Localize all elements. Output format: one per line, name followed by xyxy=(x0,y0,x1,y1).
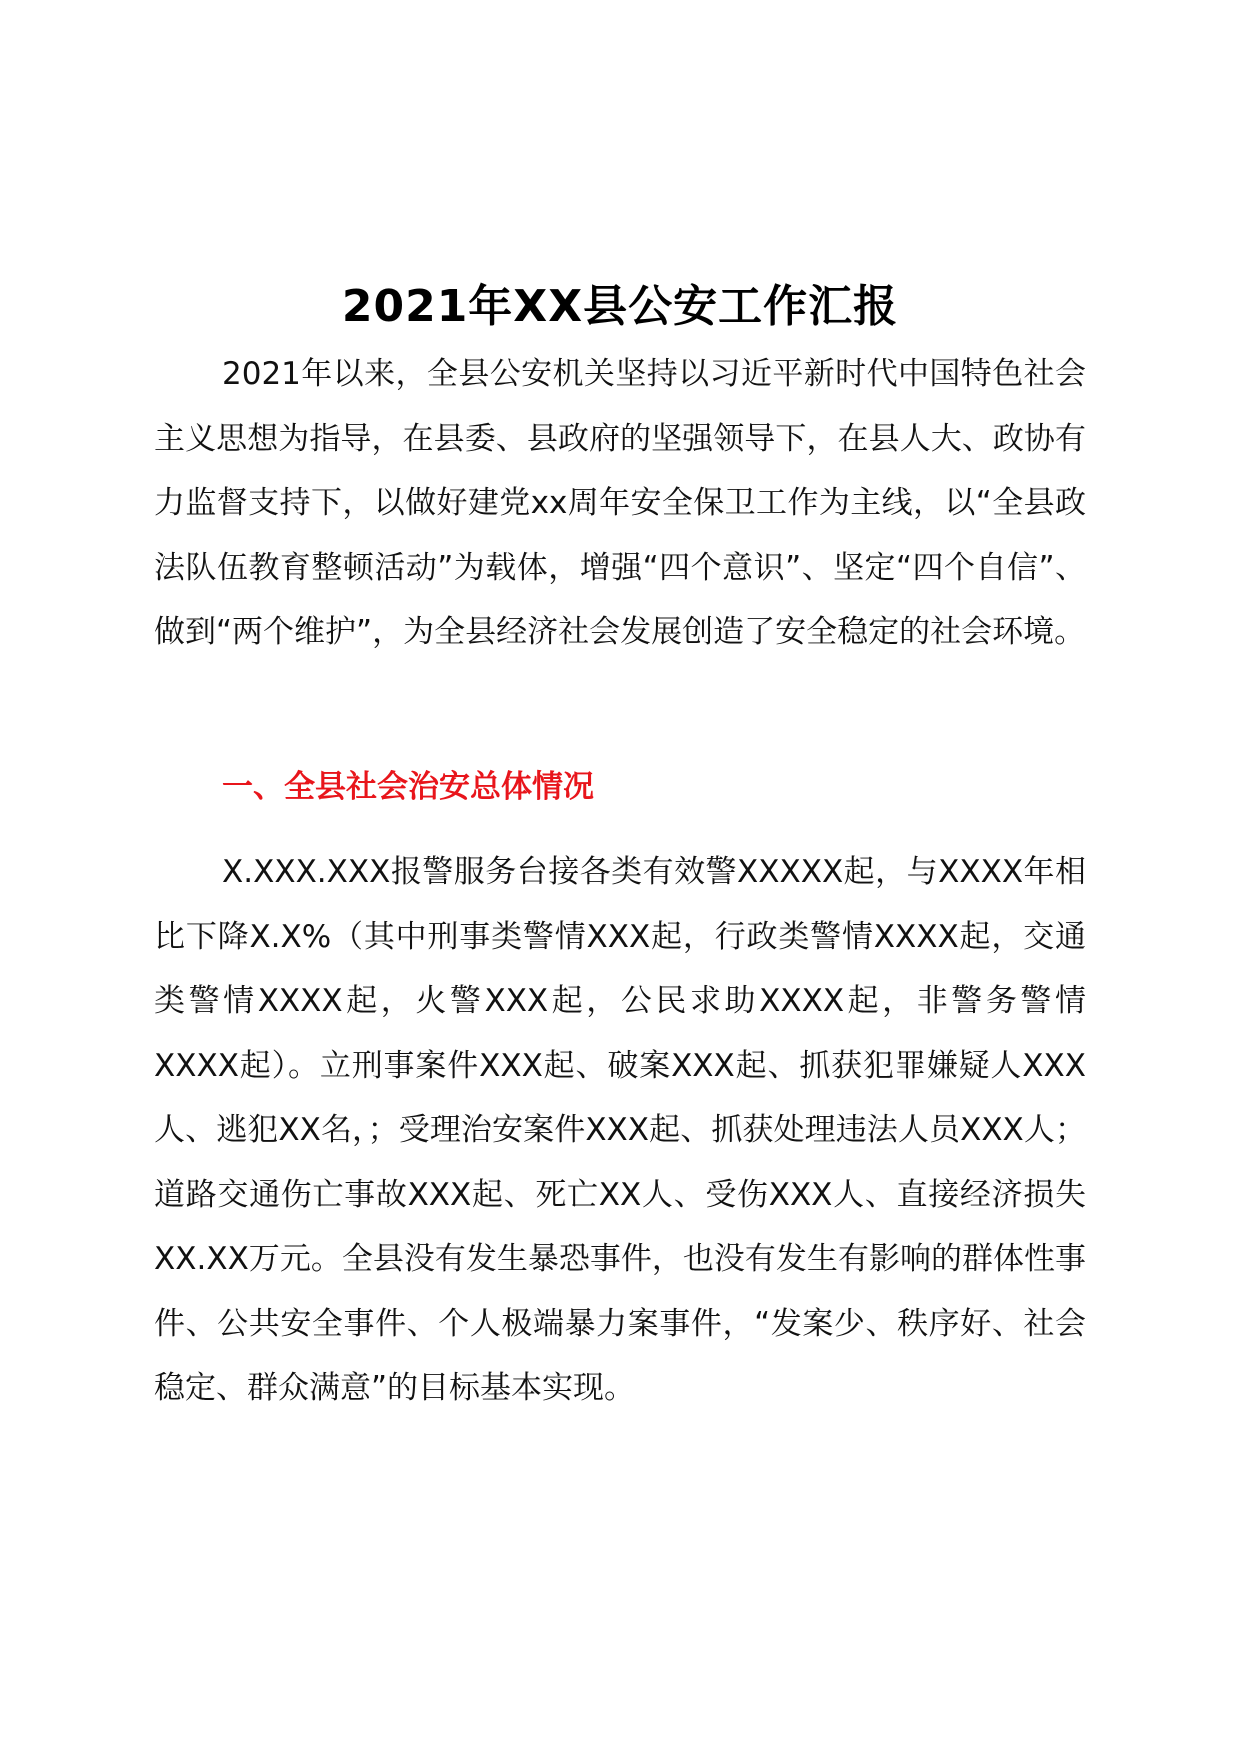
document-title: 2021年XX县公安工作汇报 xyxy=(341,281,899,333)
section-heading: 一、全县社会治安总体情况 xyxy=(222,769,594,805)
intro-paragraph: 2021年以来，全县公安机关坚持以习近平新时代中国特色社会主义思想为指导，在县委、县政府的坚强领导下，在县人大、政协有力监督支持下，以做好建党xx周年安全保卫工作为主线，以“全县政法队伍教育整顿活动”为载体，增强“四个意识”、坚定“四个自信”、做到“两个维护”，为全县经济社会发展创造了安全稳定的社会环境。 xyxy=(154,356,1086,650)
section-paragraph: X.XXX.XXX报警服务台接各类有效警XXXXX起，与XXXX年相比下降X.X%（其中刑事类警情XXX起，行政类警情XXXX起，交通类警情XXXX起，火警XXX起，公民求助XXXX起，非警务警情XXXX起）。立刑事案件XXX起、破案XXX起、抓获犯罪嫌疑人XXX人、逃犯XX名，；受理治安案件XXX起、抓获处理违法人员XXX人；道路交通伤亡事故XXX起、死亡XX人、受伤XXX人、直接经济损失XX.XX万元。全县没有发生暴恐事件，也没有发生有影响的群体性事件、公共安全事件、个人极端暴力案事件，“发案少、秩序好、社会稳定、群众满意”的目标基本实现。 xyxy=(154,854,1086,1406)
